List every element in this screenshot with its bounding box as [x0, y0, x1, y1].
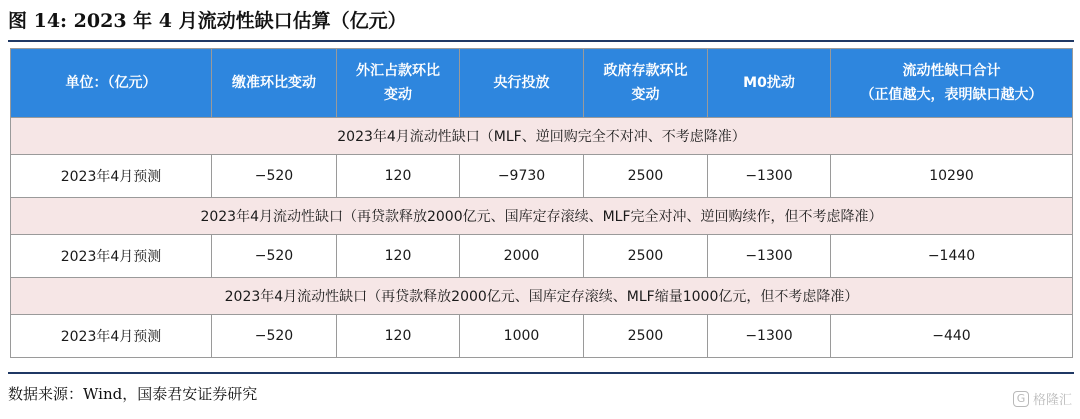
liquidity-gap-table: [10, 48, 1073, 358]
header-gov-deposit-line2: 变动: [631, 87, 660, 103]
cell-reserve-change: −520: [212, 315, 337, 358]
header-fx-change-line1: 外汇占款环比: [356, 63, 440, 79]
header-gov-deposit-change: [584, 49, 708, 118]
cell-pboc-injection: 2000: [460, 235, 584, 278]
cell-fx-change: 120: [337, 315, 460, 358]
figure-title: 图 14: 2023 年 4 月流动性缺口估算（亿元）: [8, 10, 407, 32]
cell-pboc-injection: −9730: [460, 155, 584, 198]
header-m0-disturbance: [708, 49, 831, 118]
section-title: 2023年4月流动性缺口（再贷款释放2000亿元、国库定存滚续、MLF完全对冲、逆回购续作，但不考虑降准）: [11, 198, 1073, 235]
cell-gap-total: −440: [831, 315, 1073, 358]
header-fx-change-line2: 变动: [384, 87, 412, 103]
cell-m0-disturbance: −1300: [708, 155, 831, 198]
header-gap-total: [831, 49, 1073, 118]
section-row-2: [11, 198, 1073, 235]
cell-reserve-change: −520: [212, 155, 337, 198]
cell-fx-change: 120: [337, 235, 460, 278]
section-title: 2023年4月流动性缺口（MLF、逆回购完全不对冲、不考虑降准）: [11, 118, 1073, 155]
cell-pboc-injection: 1000: [460, 315, 584, 358]
header-pboc-injection: [460, 49, 584, 118]
section-title: 2023年4月流动性缺口（再贷款释放2000亿元、国库定存滚续、MLF缩量1000亿元，但不考虑降准）: [11, 278, 1073, 315]
gelonghui-logo-icon: G: [1013, 391, 1029, 407]
section-row-3: [11, 278, 1073, 315]
header-gap-total-line2: （正值越大，表明缺口越大）: [860, 87, 1043, 103]
cell-gap-total: −1440: [831, 235, 1073, 278]
cell-gov-deposit-change: 2500: [584, 315, 708, 358]
source-note: 数据来源：Wind，国泰君安证券研究: [8, 385, 258, 403]
table-row: [11, 155, 1073, 198]
section-row-1: [11, 118, 1073, 155]
bottom-rule: [8, 372, 1074, 374]
cell-fx-change: 120: [337, 155, 460, 198]
cell-m0-disturbance: −1300: [708, 315, 831, 358]
cell-m0-disturbance: −1300: [708, 235, 831, 278]
header-row: [11, 49, 1073, 118]
row-label: 2023年4月预测: [11, 315, 212, 358]
header-reserve-change: [212, 49, 337, 118]
table-row: [11, 315, 1073, 358]
header-fx-change: [337, 49, 460, 118]
table-row: [11, 235, 1073, 278]
cell-reserve-change: −520: [212, 235, 337, 278]
row-label: 2023年4月预测: [11, 155, 212, 198]
header-gov-deposit-line1: 政府存款环比: [603, 63, 688, 79]
watermark-text: 格隆汇: [1032, 393, 1072, 408]
cell-gov-deposit-change: 2500: [584, 235, 708, 278]
cell-gov-deposit-change: 2500: [584, 155, 708, 198]
header-m0-label: M0扰动: [743, 75, 795, 91]
top-rule: [8, 40, 1074, 42]
cell-gap-total: 10290: [831, 155, 1073, 198]
row-label: 2023年4月预测: [11, 235, 212, 278]
header-unit-label: 单位：（亿元）: [65, 75, 157, 91]
header-unit: [11, 49, 212, 118]
header-reserve-change-label: 缴准环比变动: [232, 75, 316, 91]
header-gap-total-line1: 流动性缺口合计: [902, 63, 1001, 79]
header-pboc-injection-label: 央行投放: [493, 75, 550, 91]
watermark: [1013, 389, 1072, 408]
